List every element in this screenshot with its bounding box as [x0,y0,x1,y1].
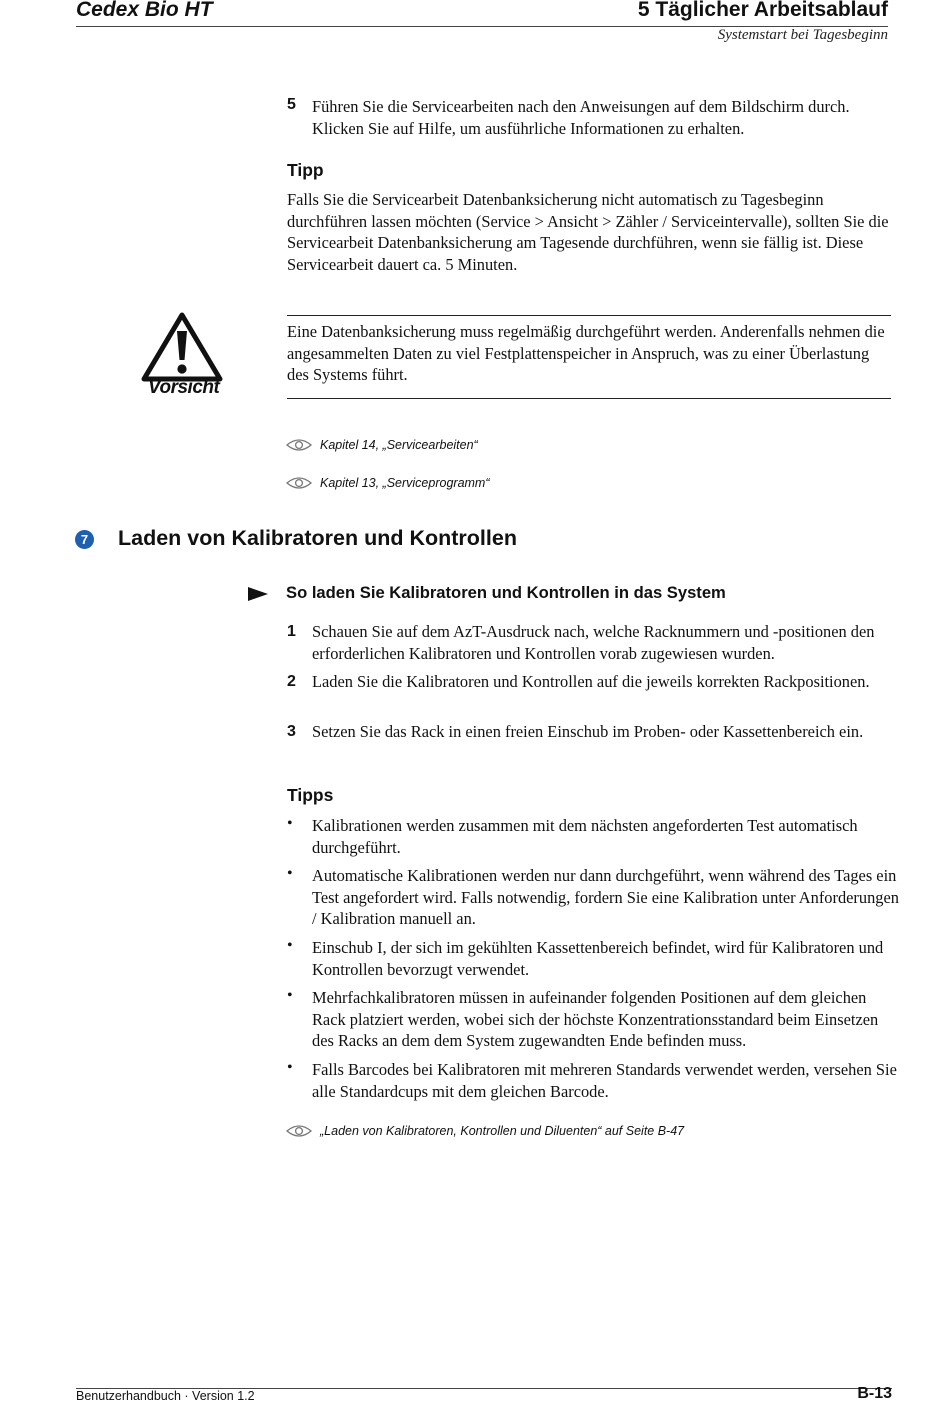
tips-heading: Tipps [287,785,334,805]
bullet-icon: • [287,987,293,1004]
chapter-title: 5 Täglicher Arbeitsablauf [637,0,888,21]
section-title: Laden von Kalibratoren und Kontrollen [118,526,517,550]
caution-text: Eine Datenbanksicherung muss regelmäßig durchgeführt werden. Anderenfalls nehmen die angesammelten Daten zu viel Festplattenspeicher in Anspruch, was zu einer Überlastung des Systems führt. [287,322,885,384]
section-number-badge: 7 [75,530,94,549]
tip-heading: Tipp [287,160,324,180]
list-item: Kalibrationen werden zusammen mit dem nächsten angeforderten Test automatisch durchgeführt. [312,816,858,857]
cross-reference[interactable] [286,1121,684,1141]
page-number: B-13 [857,1385,892,1402]
eye-icon [286,438,312,452]
procedure-title: So laden Sie Kalibratoren und Kontrollen in das System [286,583,726,602]
step-text: Schauen Sie auf dem AzT-Ausdruck nach, welche Racknummern und -positionen den erforderlichen Kalibratoren und Kontrollen vorab zugewiesen wurden. [312,622,875,663]
footer-version: Benutzerhandbuch · Version 1.2 [76,1389,255,1403]
eye-icon [286,476,312,490]
caution-label: Vorsicht [148,377,220,398]
document-title: Cedex Bio HT [76,0,213,21]
bullet-icon: • [287,1059,293,1076]
step-text: Führen Sie die Servicearbeiten nach den Anweisungen auf dem Bildschirm durch. Klicken Sie auf Hilfe, um ausführliche Informationen zu erhalten. [312,97,850,138]
warning-triangle-icon [140,311,224,383]
section-subtitle: Systemstart bei Tagesbeginn [717,27,888,43]
caution-bottom-rule [287,398,891,399]
caution-top-rule [287,315,891,316]
step-number: 3 [287,723,296,740]
cross-reference[interactable] [286,435,478,455]
tip-text: Falls Sie die Servicearbeit Datenbanksicherung nicht automatisch zu Tagesbeginn durchführen lassen möchten (Service > Ansicht > Zähler / Serviceintervalle), sollten Sie die Servicearbeit Datenbanksicherung am Tagesende durchführen, wenn sie fällig ist. Diese Servicearbeit dauert ca. 5 Minuten. [287,190,889,274]
procedure-arrow-icon [248,586,268,602]
bullet-icon: • [287,937,293,954]
cross-reference-text[interactable]: „Laden von Kalibratoren, Kontrollen und Diluenten“ auf Seite B-47 [320,1124,685,1138]
step-number: 1 [287,623,296,640]
list-item: Automatische Kalibrationen werden nur dann durchgeführt, wenn während des Tages ein Test angefordert wird. Falls notwendig, fordern Sie eine Kalibration unter Anforderungen / Kalibration manuell an. [312,866,899,928]
bullet-icon: • [287,815,293,832]
bullet-icon: • [287,865,293,882]
eye-icon [286,1124,312,1138]
step-text: Setzen Sie das Rack in einen freien Einschub im Proben- oder Kassettenbereich ein. [312,722,864,741]
step-text: Laden Sie die Kalibratoren und Kontrollen auf die jeweils korrekten Rackpositionen. [312,672,870,691]
step-number: 2 [287,673,296,690]
list-item: Falls Barcodes bei Kalibratoren mit mehreren Standards verwendet werden, versehen Sie alle Standardcups mit dem gleichen Barcode. [312,1060,897,1101]
cross-reference-text[interactable]: Kapitel 14, „Servicearbeiten“ [320,438,478,452]
list-item: Einschub I, der sich im gekühlten Kassettenbereich befindet, wird für Kalibratoren und Kontrollen bevorzugt verwendet. [312,938,884,979]
step-number: 5 [287,96,296,113]
caution-block [140,311,224,405]
cross-reference[interactable] [286,473,490,493]
cross-reference-text[interactable]: Kapitel 13, „Serviceprogramm“ [320,476,490,490]
list-item: Mehrfachkalibratoren müssen in aufeinander folgenden Positionen auf dem gleichen Rack platziert werden, wobei sich der höchste Konzentrationsstandard beim Einsetzen des Racks an dem dem System zugewandten Ende befinden muss. [312,988,879,1050]
